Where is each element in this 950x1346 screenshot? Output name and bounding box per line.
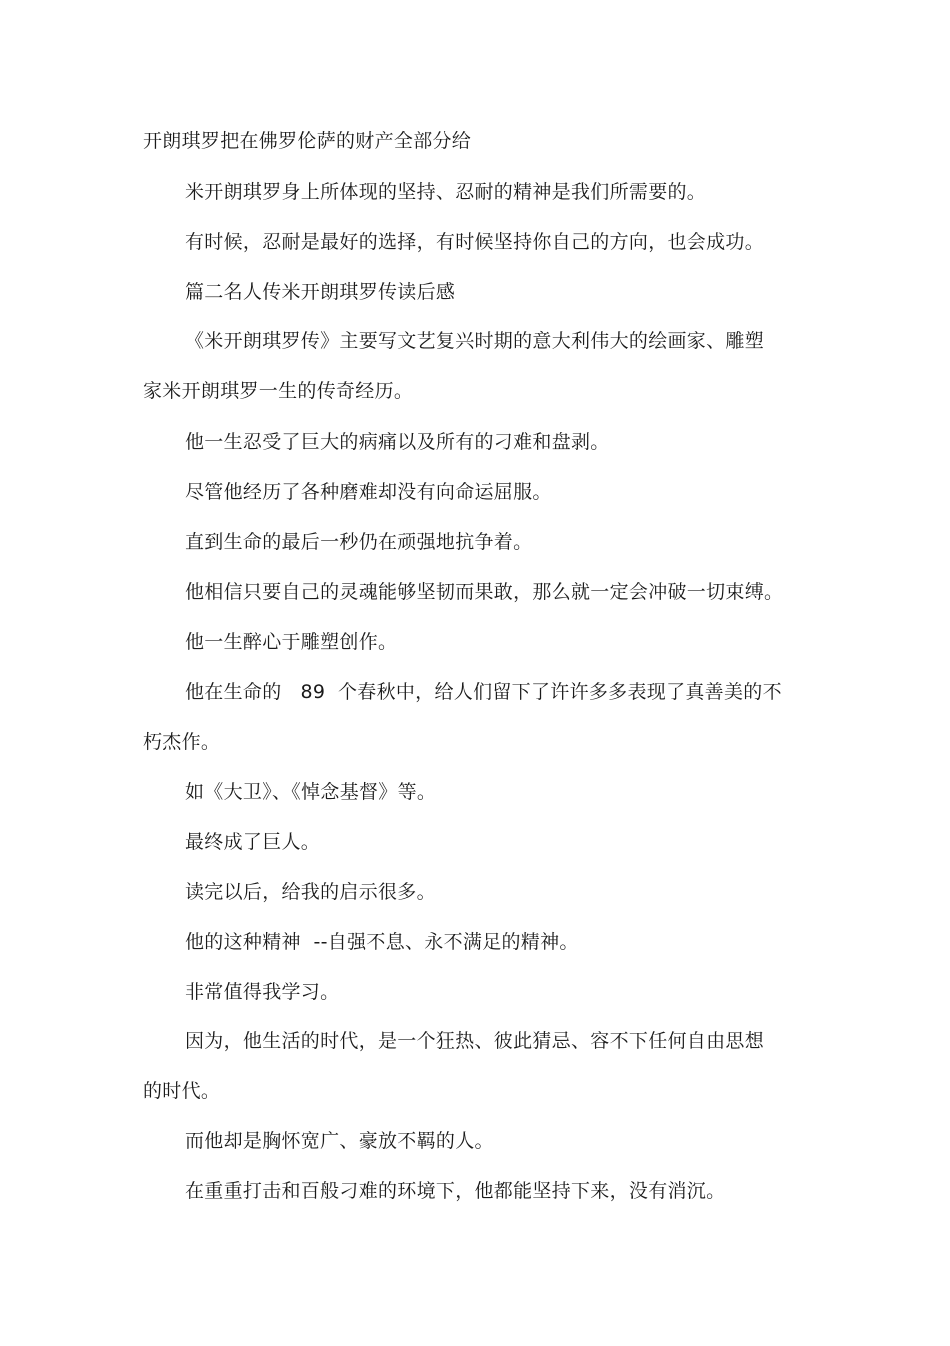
- text-line: 最终成了巨人。: [185, 831, 321, 853]
- text-line: 米开朗琪罗身上所体现的坚持、忍耐的精神是我们所需要的。: [185, 181, 707, 203]
- text-line: 直到生命的最后一秒仍在顽强地抗争着。: [185, 531, 533, 553]
- section-heading: 篇二名人传米开朗琪罗传读后感: [185, 281, 456, 303]
- text-line: 的时代。: [143, 1080, 221, 1102]
- text-line: 非常值得我学习。: [185, 981, 340, 1003]
- text-line: 而他却是胸怀宽广、豪放不羁的人。: [185, 1130, 494, 1152]
- text-line: 《米开朗琪罗传》主要写文艺复兴时期的意大利伟大的绘画家、雕塑: [185, 330, 765, 352]
- text-line: 他的这种精神 --自强不息、永不满足的精神。: [185, 931, 579, 953]
- text-line: 他相信只要自己的灵魂能够坚韧而果敢，那么就一定会冲破一切束缚。: [185, 581, 784, 603]
- text-line: 尽管他经历了各种磨难却没有向命运屈服。: [185, 481, 552, 503]
- text-line: 他在生命的 89 个春秋中，给人们留下了许许多多表现了真善美的不: [185, 681, 782, 703]
- text-line: 因为，他生活的时代，是一个狂热、彼此猜忌、容不下任何自由思想: [185, 1030, 765, 1052]
- text-line: 开朗琪罗把在佛罗伦萨的财产全部分给: [143, 130, 472, 152]
- text-line: 如《大卫》、《悼念基督》等。: [185, 781, 437, 803]
- text-line: 读完以后，给我的启示很多。: [185, 881, 436, 903]
- text-line: 他一生醉心于雕塑创作。: [185, 631, 398, 653]
- text-line: 家米开朗琪罗一生的传奇经历。: [143, 380, 414, 402]
- text-line: 朽杰作。: [143, 731, 221, 753]
- text-line: 在重重打击和百般刁难的环境下，他都能坚持下来，没有消沉。: [185, 1180, 726, 1202]
- text-line: 他一生忍受了巨大的病痛以及所有的刁难和盘剥。: [185, 431, 610, 453]
- text-line: 有时候，忍耐是最好的选择，有时候坚持你自己的方向，也会成功。: [185, 231, 765, 253]
